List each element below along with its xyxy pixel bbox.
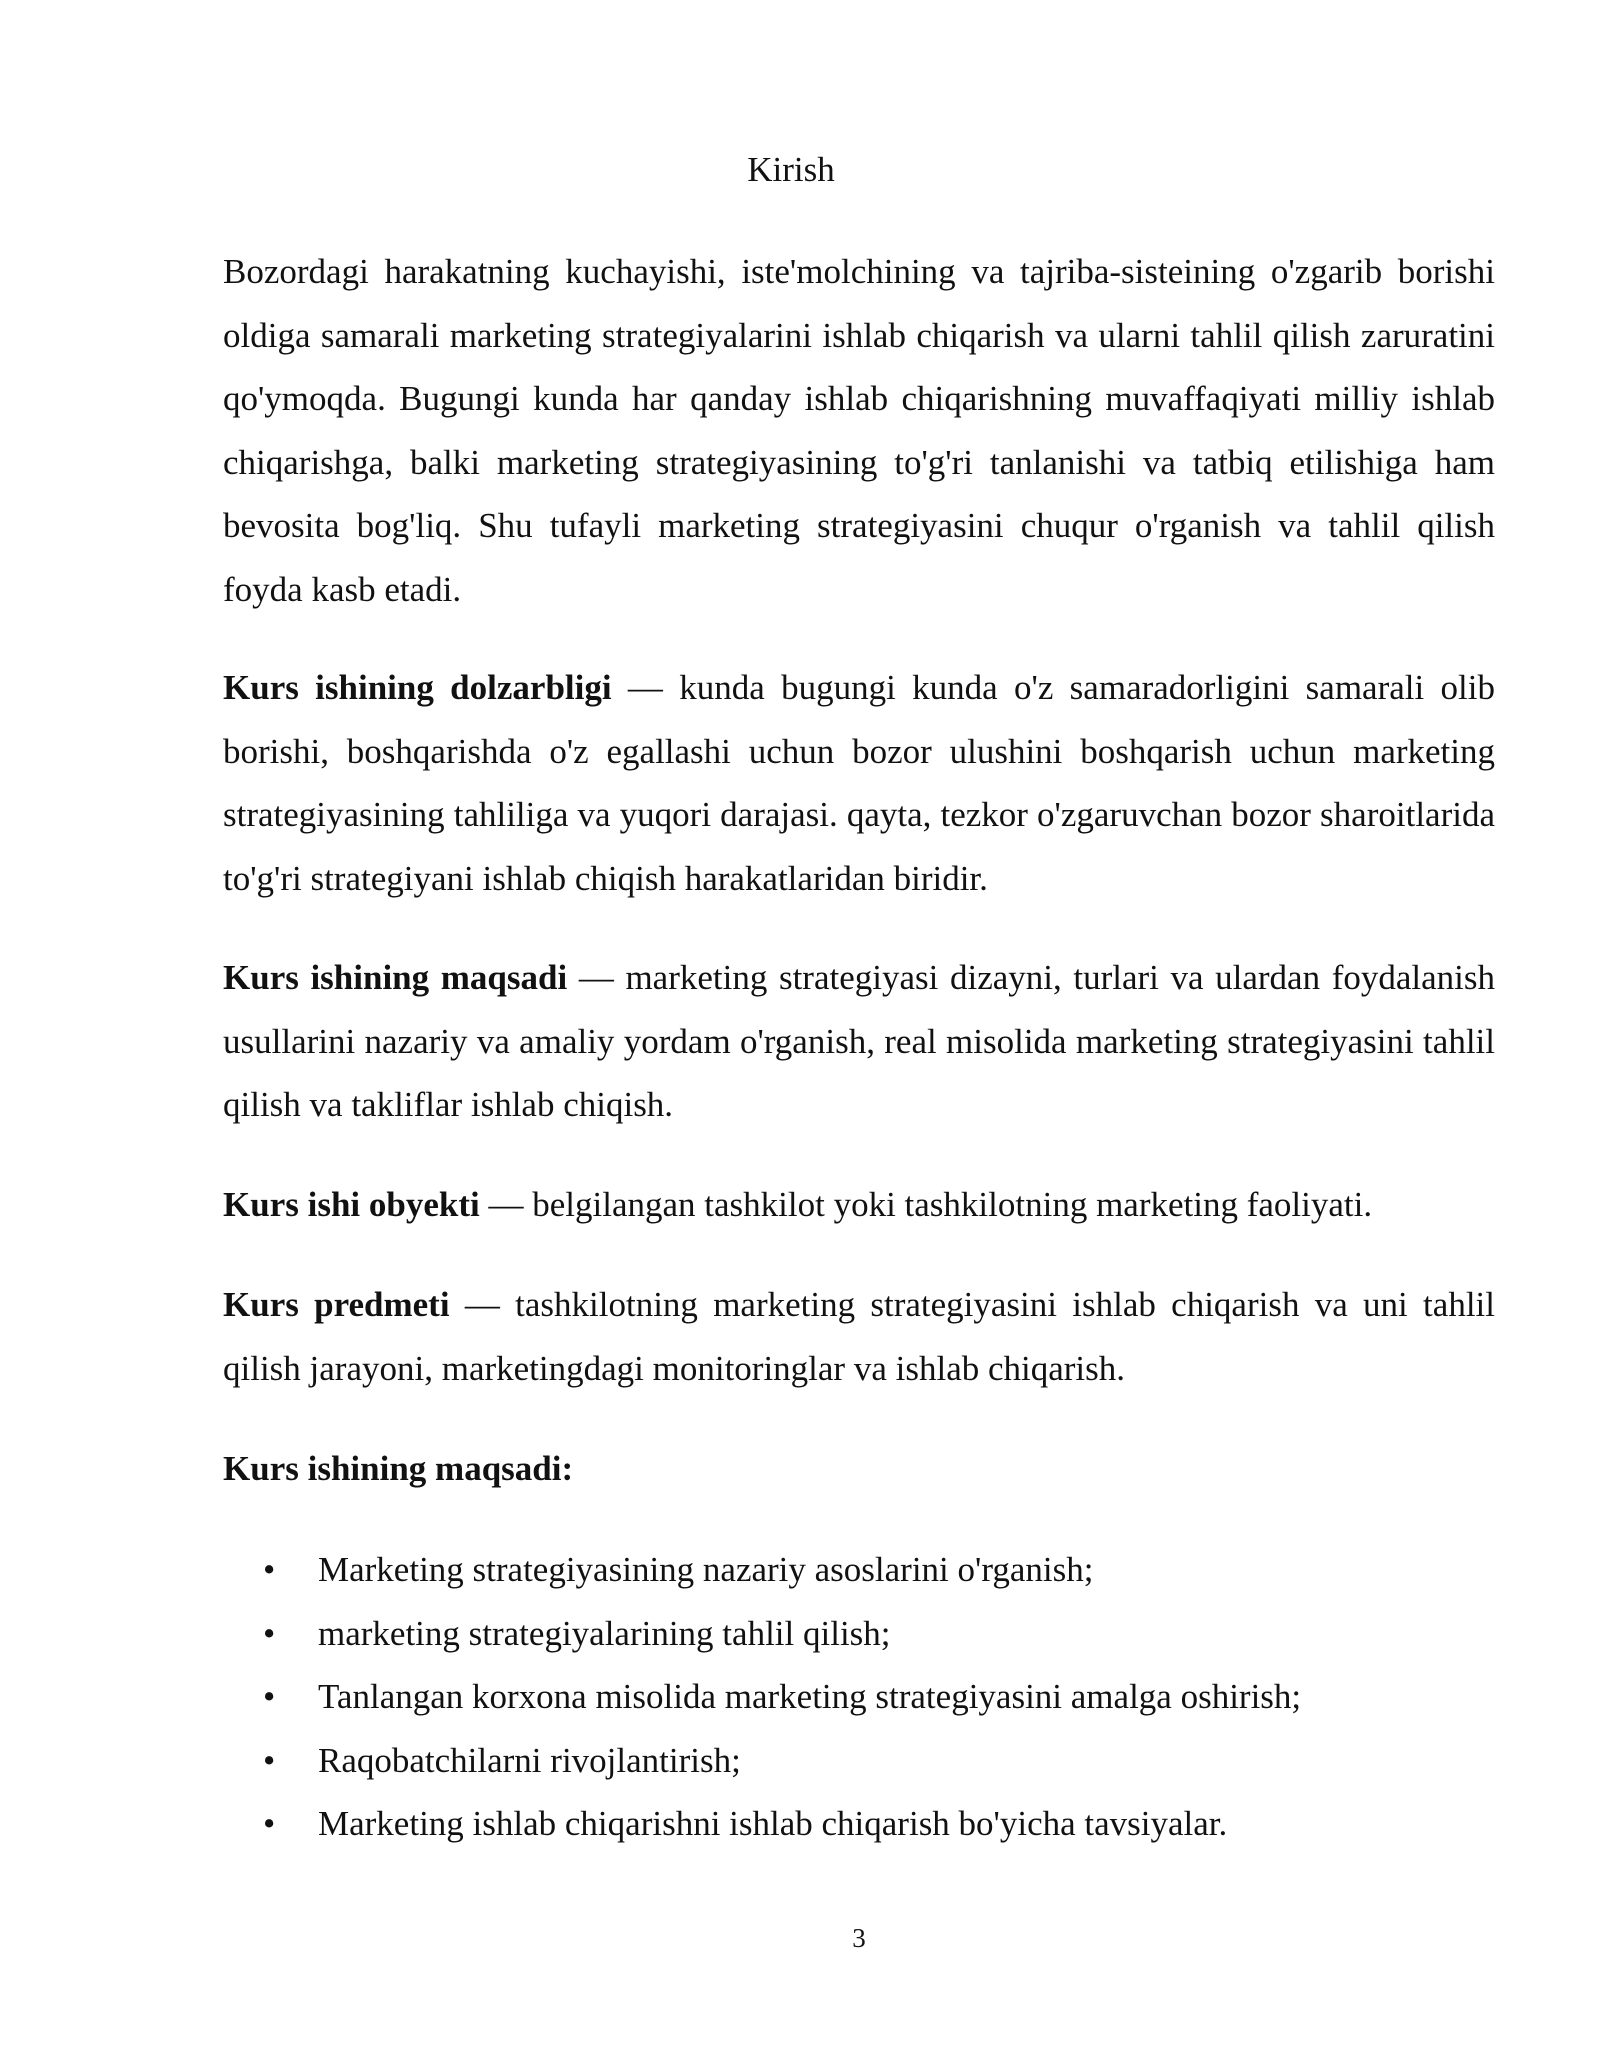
list-item-text: Tanlangan korxona misolida marketing strategiyasini amalga oshirish; xyxy=(318,1677,1302,1716)
aim-text: — marketing strategiyasi dizayni, turlari va ulardan foydalanish usullarini nazariy va amaliy yordam o'rganish, real misolida marketing strategiyasini tahlil qilish va takliflar ishlab chiqish. xyxy=(223,958,1495,1124)
object-label: Kurs ishi obyekti xyxy=(223,1185,480,1224)
subject-label: Kurs predmeti xyxy=(223,1285,450,1324)
bullet-icon: • xyxy=(263,1613,276,1653)
list-item-text: marketing strategiyalarining tahlil qilish; xyxy=(318,1613,891,1653)
bullet-icon: • xyxy=(263,1550,276,1589)
goals-heading xyxy=(223,1437,1495,1501)
goals-heading-label: Kurs ishining maqsadi: xyxy=(223,1449,574,1488)
bullet-icon: • xyxy=(263,1677,276,1716)
subject-paragraph xyxy=(223,1273,1495,1400)
list-item xyxy=(263,1538,1495,1602)
list-item xyxy=(263,1729,1495,1793)
list-item xyxy=(263,1792,1495,1856)
list-item-text: Raqobatchilarni rivojlantirish; xyxy=(318,1740,741,1780)
page-title: Kirish xyxy=(747,150,835,189)
aim-label: Kurs ishining maqsadi xyxy=(223,958,568,997)
document-page xyxy=(223,0,1495,2070)
list-item xyxy=(263,1665,1495,1729)
relevance-text: — kunda bugungi kunda o'z samaradorligini samarali olib borishi, boshqarishda o'z egallashi uchun bozor ulushini boshqarish uchun marketing strategiyasining tahliliga va yuqori darajasi. qayta, tezkor o'zgaruvchan bozor sharoitlarida to'g'ri strategiyani ishlab chiqish harakatlaridan biridir. xyxy=(223,668,1495,898)
page-number: 3 xyxy=(852,1923,866,1953)
relevance-paragraph xyxy=(223,656,1495,910)
relevance-label: Kurs ishining dolzarbligi xyxy=(223,668,612,707)
aim-paragraph xyxy=(223,946,1495,1137)
bullet-icon: • xyxy=(263,1740,276,1780)
list-item-text: Marketing ishlab chiqarishni ishlab chiqarish bo'yicha tavsiyalar. xyxy=(318,1804,1228,1843)
intro-paragraph: Bozordagi harakatning kuchayishi, iste'molchining va tajriba-sisteining o'zgarib borishi oldiga samarali marketing strategiyalarini ishlab chiqarish va ularni tahlil qilish zaruratini qo'ymoqda. Bugungi kunda har qanday ishlab chiqarishning muvaffaqiyati milliy ishlab chiqarishga, balki marketing strategiyasining to'g'ri tanlanishi va tatbiq etilishiga ham bevosita bog'liq. Shu tufayli marketing strategiyasini chuqur o'rganish va tahlil qilish foyda kasb etadi. xyxy=(223,252,1495,609)
object-paragraph xyxy=(223,1173,1495,1237)
list-item-text: Marketing strategiyasining nazariy asoslarini o'rganish; xyxy=(318,1550,1094,1589)
object-text: — belgilangan tashkilot yoki tashkilotning marketing faoliyati. xyxy=(479,1185,1373,1224)
list-item xyxy=(263,1602,1495,1666)
bullet-icon: • xyxy=(263,1804,276,1843)
goals-list xyxy=(263,1538,1495,1856)
subject-text: — tashkilotning marketing strategiyasini ishlab chiqarish va uni tahlil qilish jarayoni, marketingdagi monitoringlar va ishlab chiqarish. xyxy=(223,1285,1495,1388)
